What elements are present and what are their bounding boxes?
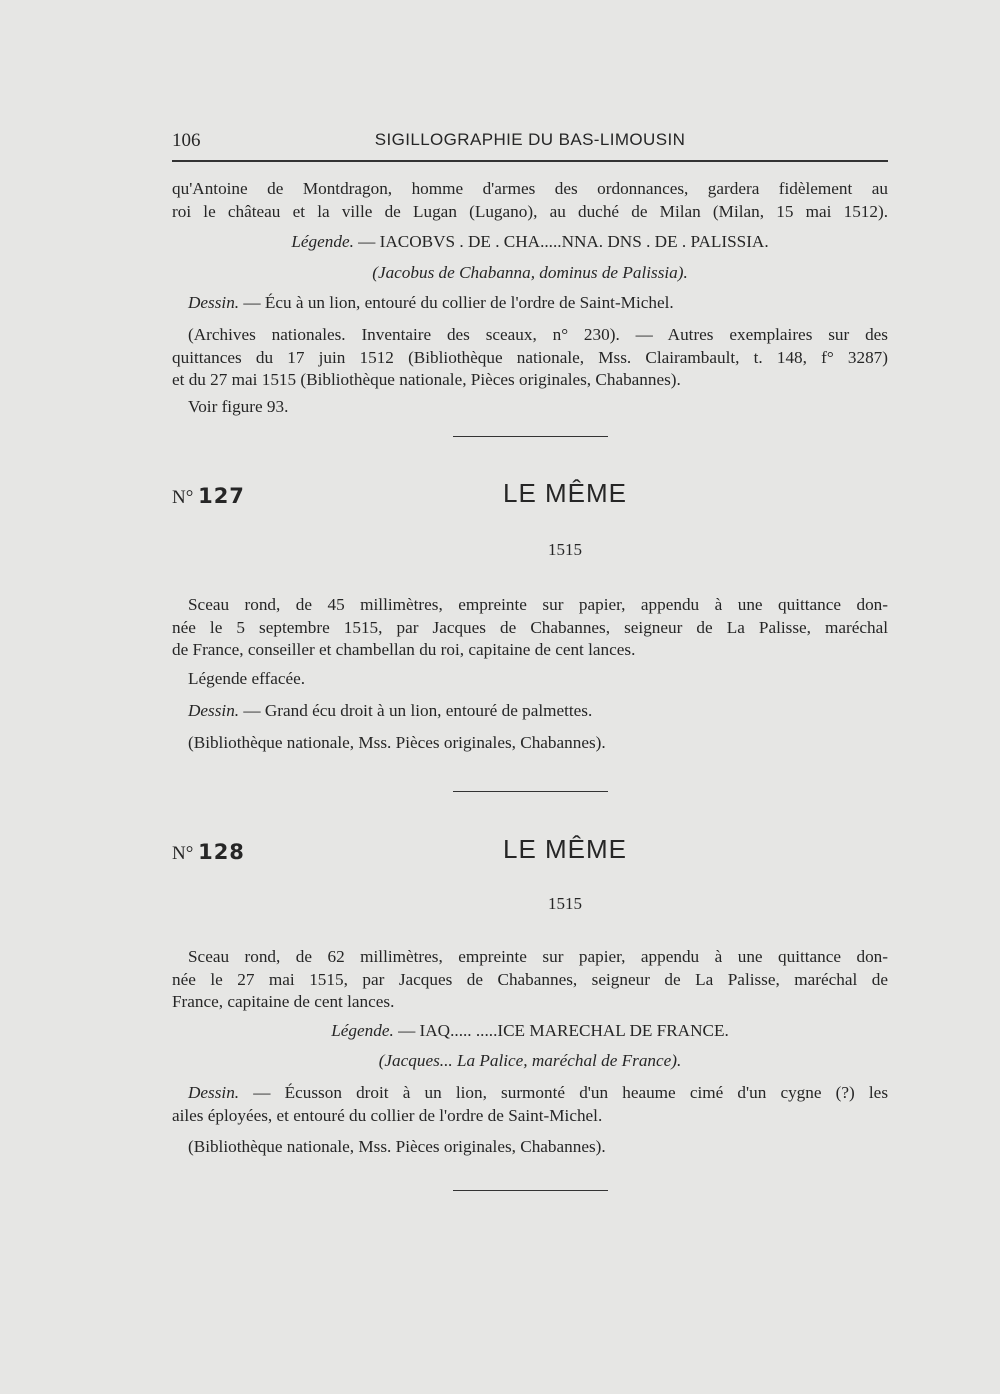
entry-127-dessin: [172, 700, 904, 723]
dessin-text: — Écu à un lion, entouré du collier de l'ordre de Saint-Michel.: [243, 293, 674, 312]
running-title: SIGILLOGRAPHIE DU BAS-LIMOUSIN: [374, 130, 686, 149]
entry-128-legende-translation: (Jacques... La Palice, maréchal de France).: [378, 1051, 682, 1070]
intro-legende: [172, 231, 888, 254]
dessin-label: Dessin.: [188, 1083, 240, 1102]
intro-legende-translation: (Jacobus de Chabanna, dominus de Palissia).: [372, 263, 688, 282]
legende-label: Légende.: [291, 232, 354, 251]
entry-year-127: 1515: [548, 540, 582, 559]
legende-label: Légende.: [331, 1021, 394, 1040]
entry-128-description: Sceau rond, de 62 millimètres, empreinte sur papier, appendu à une quittance don- née le 27 mai 1515, par Jacques de Chabannes, seigneur de La Palisse, maréchal de France, capitaine de cent lances.: [172, 947, 888, 1011]
dessin-text: — Écusson droit à un lion, surmonté d'un heaume cimé d'un cygne (?) les: [253, 1083, 889, 1102]
intro-paragraph: qu'Antoine de Montdragon, homme d'armes des ordonnances, gardera fidèlement au roi le château et la ville de Lugan (Lugano), au duché de Milan (Milan, 15 mai 1512).: [172, 179, 888, 221]
dessin-label: Dessin.: [188, 293, 240, 312]
page-header: [172, 128, 888, 158]
separator-rule: [453, 436, 608, 437]
entry-title-127: LE MÊME: [502, 478, 628, 508]
header-rule: [172, 160, 888, 162]
dessin-label: Dessin.: [188, 701, 240, 720]
entry-128-dessin: Dessin. — Écusson droit à un lion, surmonté d'un heaume cimé d'un cygne (?) les ailes éployées, et entouré du collier de l'ordre de Saint-Michel.: [172, 1083, 889, 1125]
dessin-text: — Grand écu droit à un lion, entouré de palmettes.: [243, 701, 593, 720]
entry-127-source: (Bibliothèque nationale, Mss. Pièces originales, Chabannes).: [188, 733, 606, 752]
separator-rule: [453, 791, 608, 792]
entry-year-128: 1515: [548, 894, 582, 913]
separator-rule: [453, 1190, 608, 1191]
page-number: 106: [172, 130, 201, 151]
entry-number-128: N° 128: [172, 840, 245, 864]
legende-text: — IAQ..... .....ICE MARECHAL DE FRANCE.: [398, 1021, 729, 1040]
entry-127-description: Sceau rond, de 45 millimètres, empreinte sur papier, appendu à une quittance don- née le 5 septembre 1515, par Jacques de Chabannes, seigneur de La Palisse, maréchal de France, conseiller et chambellan du roi, capitaine de cent lances.: [172, 595, 888, 659]
legende-text: — IACOBVS . DE . CHA.....NNA. DNS . DE . PALISSIA.: [358, 232, 769, 251]
intro-voir-figure: Voir figure 93.: [188, 397, 289, 416]
entry-127-legende: Légende effacée.: [188, 669, 306, 688]
entry-128-legende: [172, 1020, 888, 1043]
entry-128-source: (Bibliothèque nationale, Mss. Pièces originales, Chabannes).: [188, 1137, 606, 1156]
entry-number-127: N° 127: [172, 484, 245, 508]
entry-title-128: LE MÊME: [502, 834, 628, 864]
intro-archives: (Archives nationales. Inventaire des sceaux, n° 230). — Autres exemplaires sur des quittances du 17 juin 1512 (Bibliothèque nationale, Mss. Clairambault, t. 148, f° 3287) et du 27 mai 1515 (Bibliothèque nationale, Pièces originales, Chabannes).: [172, 325, 888, 389]
intro-dessin: [172, 292, 904, 315]
